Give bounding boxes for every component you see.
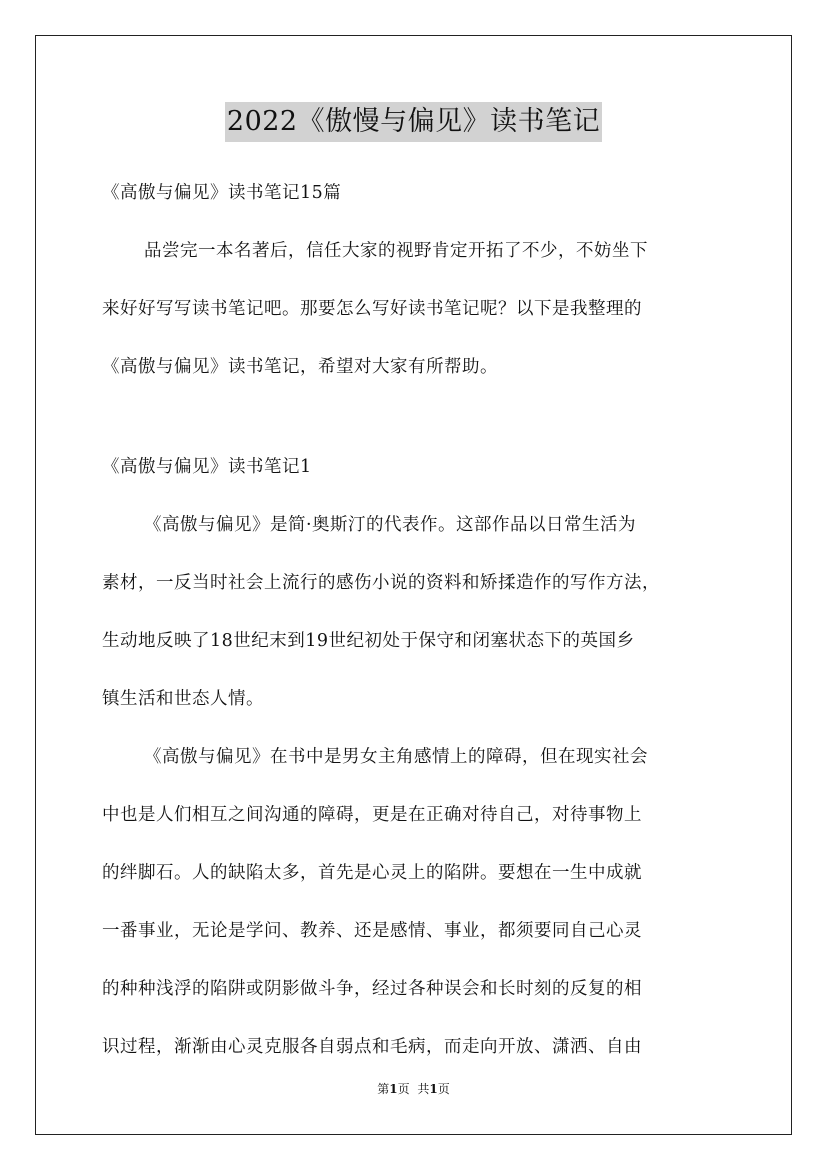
intro-line: 品尝完一本名著后，信任大家的视野肯定开拓了不少，不妨坐下 bbox=[144, 241, 648, 261]
page-prefix: 第 bbox=[377, 1082, 390, 1096]
document-body bbox=[102, 172, 732, 1084]
spacer bbox=[102, 404, 732, 446]
intro-line: 《高傲与偏见》读书笔记，希望对大家有所帮助。 bbox=[102, 357, 498, 377]
paragraph2-line: 《高傲与偏见》在书中是男女主角感情上的障碍，但在现实社会 bbox=[144, 747, 648, 767]
total-pages: 1 bbox=[429, 1082, 438, 1096]
page-number: 1 bbox=[389, 1082, 398, 1096]
paragraph2-line: 一番事业，无论是学问、教养、还是感情、事业，都须要同自己心灵 bbox=[102, 921, 642, 941]
paragraph1-line: 生动地反映了18世纪末到19世纪初处于保守和闭塞状态下的英国乡 bbox=[102, 631, 635, 651]
paragraph1-line: 镇生活和世态人情。 bbox=[102, 689, 264, 709]
paragraph2-line: 的绊脚石。人的缺陷太多，首先是心灵上的陷阱。要想在一生中成就 bbox=[102, 863, 642, 883]
paragraph2-line: 的种种浅浮的陷阱或阴影做斗争，经过各种误会和长时刻的反复的相 bbox=[102, 979, 642, 999]
document-subtitle: 《高傲与偏见》读书笔记15篇 bbox=[102, 183, 342, 203]
total-suffix: 页 bbox=[437, 1082, 450, 1096]
paragraph1-line: 素材，一反当时社会上流行的感伤小说的资料和矫揉造作的写作方法， bbox=[102, 573, 660, 593]
paragraph1-line: 《高傲与偏见》是简·奥斯汀的代表作。这部作品以日常生活为 bbox=[144, 515, 637, 535]
document-title: 2022《傲慢与偏见》读书笔记 bbox=[225, 102, 602, 142]
total-prefix: 共 bbox=[417, 1082, 430, 1096]
page-suffix: 页 bbox=[397, 1082, 410, 1096]
paragraph2-line: 中也是人们相互之间沟通的障碍，更是在正确对待自己，对待事物上 bbox=[102, 805, 642, 825]
page-footer bbox=[0, 1080, 827, 1097]
section-heading: 《高傲与偏见》读书笔记1 bbox=[102, 457, 312, 477]
title-container bbox=[0, 102, 827, 142]
paragraph2-line: 识过程，渐渐由心灵克服各自弱点和毛病，而走向开放、潇洒、自由 bbox=[102, 1037, 642, 1057]
intro-line: 来好好写写读书笔记吧。那要怎么写好读书笔记呢？以下是我整理的 bbox=[102, 299, 642, 319]
